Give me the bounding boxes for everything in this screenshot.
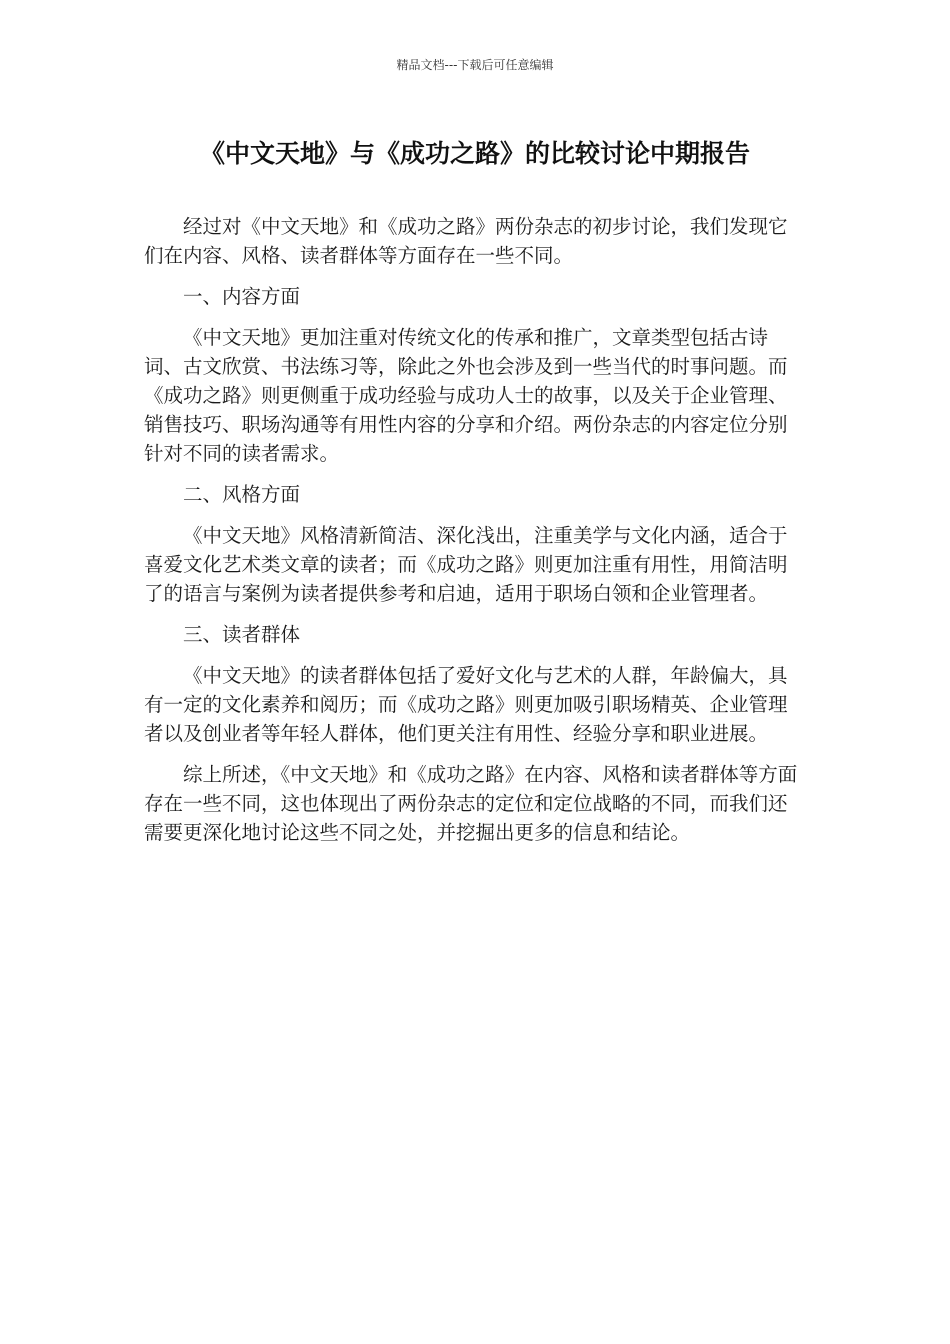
document-title: 《中文天地》与《成功之路》的比较讨论中期报告 [199, 139, 750, 168]
conclusion-paragraph: 综上所述，《中文天地》和《成功之路》在内容、风格和读者群体等方面存在一些不同，这也体现出了两份杂志的定位和定位战略的不同，而我们还需要更深化地讨论这些不同之处，并挖掘出更多的信息和结论。 [144, 763, 798, 844]
section-paragraph-content: 《中文天地》更加注重对传统文化的传承和推广，文章类型包括古诗词、古文欣赏、书法练习等，除此之外也会涉及到一些当代的时事问题。而《成功之路》则更侧重于成功经验与成功人士的故事，以及关于企业管理、销售技巧、职场沟通等有用性内容的分享和介绍。两份杂志的内容定位分别针对不同的读者需求。 [144, 326, 788, 465]
section-heading-content: 一、内容方面 [183, 285, 301, 308]
section-heading-style: 二、风格方面 [183, 483, 301, 506]
section-heading-readers: 三、读者群体 [183, 623, 301, 646]
header-note: 精品文档---下载后可任意编辑 [396, 58, 554, 72]
intro-paragraph: 经过对《中文天地》和《成功之路》两份杂志的初步讨论，我们发现它们在内容、风格、读者群体等方面存在一些不同。 [144, 215, 788, 267]
section-paragraph-style: 《中文天地》风格清新简洁、深化浅出，注重美学与文化内涵，适合于喜爱文化艺术类文章的读者；而《成功之路》则更加注重有用性，用简洁明了的语言与案例为读者提供参考和启迪，适用于职场白领和企业管理者。 [144, 524, 788, 605]
document-body [144, 212, 804, 859]
section-paragraph-readers: 《中文天地》的读者群体包括了爱好文化与艺术的人群，年龄偏大，具有一定的文化素养和阅历；而《成功之路》则更加吸引职场精英、企业管理者以及创业者等年轻人群体，他们更关注有用性、经验分享和职业进展。 [144, 664, 788, 745]
